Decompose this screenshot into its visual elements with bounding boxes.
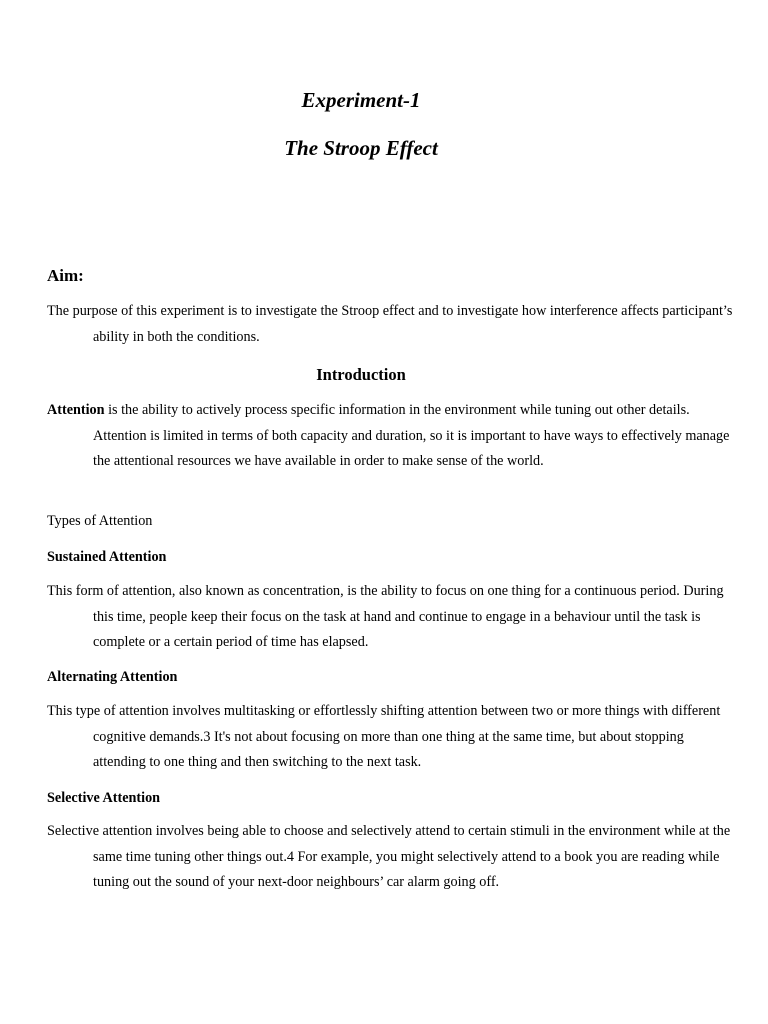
attention-term: Attention xyxy=(47,402,105,418)
document-subtitle: The Stroop Effect xyxy=(284,136,438,160)
alternating-attention-heading: Alternating Attention xyxy=(47,669,178,685)
sustained-attention-paragraph: This form of attention, also known as concentration, is the ability to focus on one thing for a continuous period. During this time, people keep their focus on the task at hand and continue to engage in a behaviour until the task is complete or a certain period of time has elapsed. xyxy=(47,583,724,650)
aim-paragraph: The purpose of this experiment is to investigate the Stroop effect and to investigate how interference affects participant’s ability in both the conditions. xyxy=(47,303,733,345)
document-title: Experiment-1 xyxy=(301,88,421,112)
selective-attention-paragraph: Selective attention involves being able to choose and selectively attend to certain stimuli in the environment while at the same time tuning other things out.4 For example, you might selectively attend to a book you are reading while tuning out the sound of your next-door neighbours’ car alarm going off. xyxy=(47,823,731,890)
introduction-heading: Introduction xyxy=(316,365,406,384)
aim-heading: Aim: xyxy=(47,266,84,285)
types-of-attention-label: Types of Attention xyxy=(47,513,153,529)
attention-paragraph xyxy=(47,398,733,475)
selective-attention-heading: Selective Attention xyxy=(47,790,161,806)
alternating-attention-paragraph: This type of attention involves multitasking or effortlessly shifting attention between two or more things with different cognitive demands.3 It's not about focusing on more than one thing at the same time, but about stopping attending to one thing and then switching to the next task. xyxy=(47,703,721,770)
sustained-attention-heading: Sustained Attention xyxy=(47,549,167,565)
attention-definition: is the ability to actively process specific information in the environment while tuning out other details. Attention is limited in terms of both capacity and duration, so it is important to have ways to effectively manage the attentional resources we have available in order to make sense of the world. xyxy=(93,402,730,469)
